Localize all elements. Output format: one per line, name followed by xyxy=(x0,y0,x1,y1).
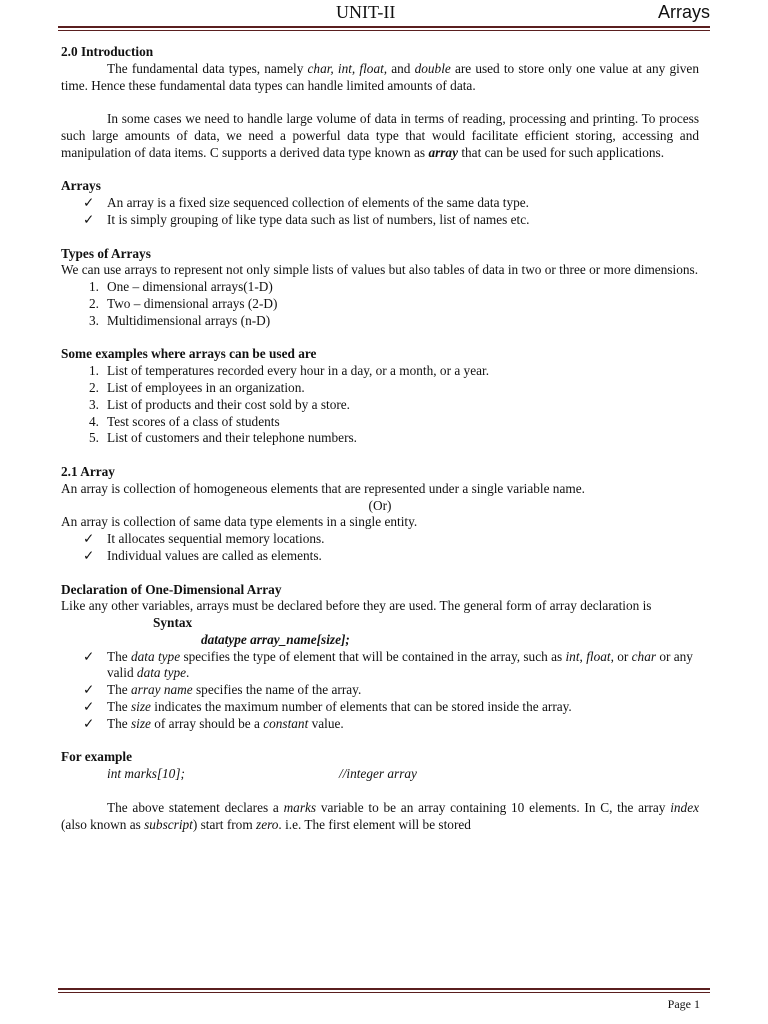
example-code: int marks[10]; //integer array xyxy=(107,766,417,782)
header-rule-thin xyxy=(58,30,710,31)
array-definition-2: An array is collection of same data type elements in a single entity. xyxy=(61,514,418,530)
types-text: We can use arrays to represent not only simple lists of values but also tables of data in two or three or more dimensions. xyxy=(61,262,699,278)
array-definition-1: An array is collection of homogeneous elements that are represented under a single variable name. xyxy=(61,480,585,496)
checkmark-icon: ✓ xyxy=(83,547,95,563)
declaration-text: Like any other variables, arrays must be declared before they are used. The general form of array declaration is xyxy=(61,598,652,614)
document-body xyxy=(61,44,699,833)
examples-list xyxy=(61,363,699,447)
list-item: ✓ The size indicates the maximum number of elements that can be stored inside the array. xyxy=(83,699,572,715)
checkmark-icon: ✓ xyxy=(83,699,95,715)
list-item: 5. List of customers and their telephone numbers. xyxy=(89,430,357,446)
list-item: 3. List of products and their cost sold by a store. xyxy=(89,396,350,412)
checkmark-icon: ✓ xyxy=(83,648,95,664)
declaration-heading: Declaration of One-Dimensional Array xyxy=(61,581,282,597)
list-item: 1. List of temperatures recorded every hour in a day, or a month, or a year. xyxy=(89,363,490,379)
list-item: ✓ It allocates sequential memory locations. xyxy=(83,531,325,547)
topic-title: Arrays xyxy=(657,2,710,22)
arrays-list xyxy=(61,195,699,229)
syntax-heading: Syntax xyxy=(153,615,193,631)
syntax-line: datatype array_name[size]; xyxy=(201,631,350,647)
unit-title: UNIT-II xyxy=(336,2,396,22)
examples-heading: Some examples where arrays can be used are xyxy=(61,346,317,362)
list-item: ✓ The size of array should be a constant value. xyxy=(83,715,344,731)
list-item: 3. Multidimensional arrays (n-D) xyxy=(89,312,271,328)
or-separator: (Or) xyxy=(368,497,392,513)
list-item: ✓ The data type specifies the type of element that will be contained in the array, such as int, float, or char or any valid data type. xyxy=(83,648,693,681)
intro-paragraph-2: In some cases we need to handle large volume of data in terms of reading, processing and printing. To process such large amounts of data, we need a powerful data type that would facilitate efficient storing, accessing and manipulation of data items. C supports a derived data type known as array that can be used for such applications. xyxy=(61,111,699,160)
checkmark-icon: ✓ xyxy=(83,715,95,731)
declaration-list xyxy=(61,649,699,733)
checkmark-icon: ✓ xyxy=(83,211,95,227)
list-item: ✓ The array name specifies the name of the array. xyxy=(83,682,362,698)
array-list xyxy=(61,531,699,565)
arrays-heading: Arrays xyxy=(61,178,101,194)
types-list xyxy=(61,279,699,329)
example-comment: //integer array xyxy=(339,766,417,782)
list-item: ✓ Individual values are called as elements. xyxy=(83,547,322,563)
page-number: Page 1 xyxy=(667,997,700,1011)
list-item: 2. List of employees in an organization. xyxy=(89,379,305,395)
footer-rule-thin xyxy=(58,992,710,993)
page-header xyxy=(58,0,710,26)
example-text: The above statement declares a marks variable to be an array containing 10 elements. In C, the array index (also known as subscript) start from zero. i.e. The first element will be stored xyxy=(61,799,700,832)
array-heading: 2.1 Array xyxy=(61,463,115,479)
checkmark-icon: ✓ xyxy=(83,682,95,698)
types-heading: Types of Arrays xyxy=(61,245,151,261)
intro-heading: 2.0 Introduction xyxy=(61,44,154,59)
footer-rule xyxy=(58,988,710,990)
example-heading: For example xyxy=(61,749,133,765)
list-item: 1. One – dimensional arrays(1-D) xyxy=(89,279,273,295)
list-item: 4. Test scores of a class of students xyxy=(89,413,280,429)
header-rule xyxy=(58,26,710,28)
intro-paragraph-1: The fundamental data types, namely char, int, float, and double are used to store only one value at any given time. Hence these fundamental data types can handle limited amounts of data. xyxy=(61,60,699,93)
checkmark-icon: ✓ xyxy=(83,195,95,211)
list-item: 2. Two – dimensional arrays (2-D) xyxy=(89,295,278,311)
checkmark-icon: ✓ xyxy=(83,531,95,547)
list-item: ✓ An array is a fixed size sequenced collection of elements of the same data type. xyxy=(83,195,530,211)
list-item: ✓ It is simply grouping of like type data such as list of numbers, list of names etc. xyxy=(83,211,530,227)
